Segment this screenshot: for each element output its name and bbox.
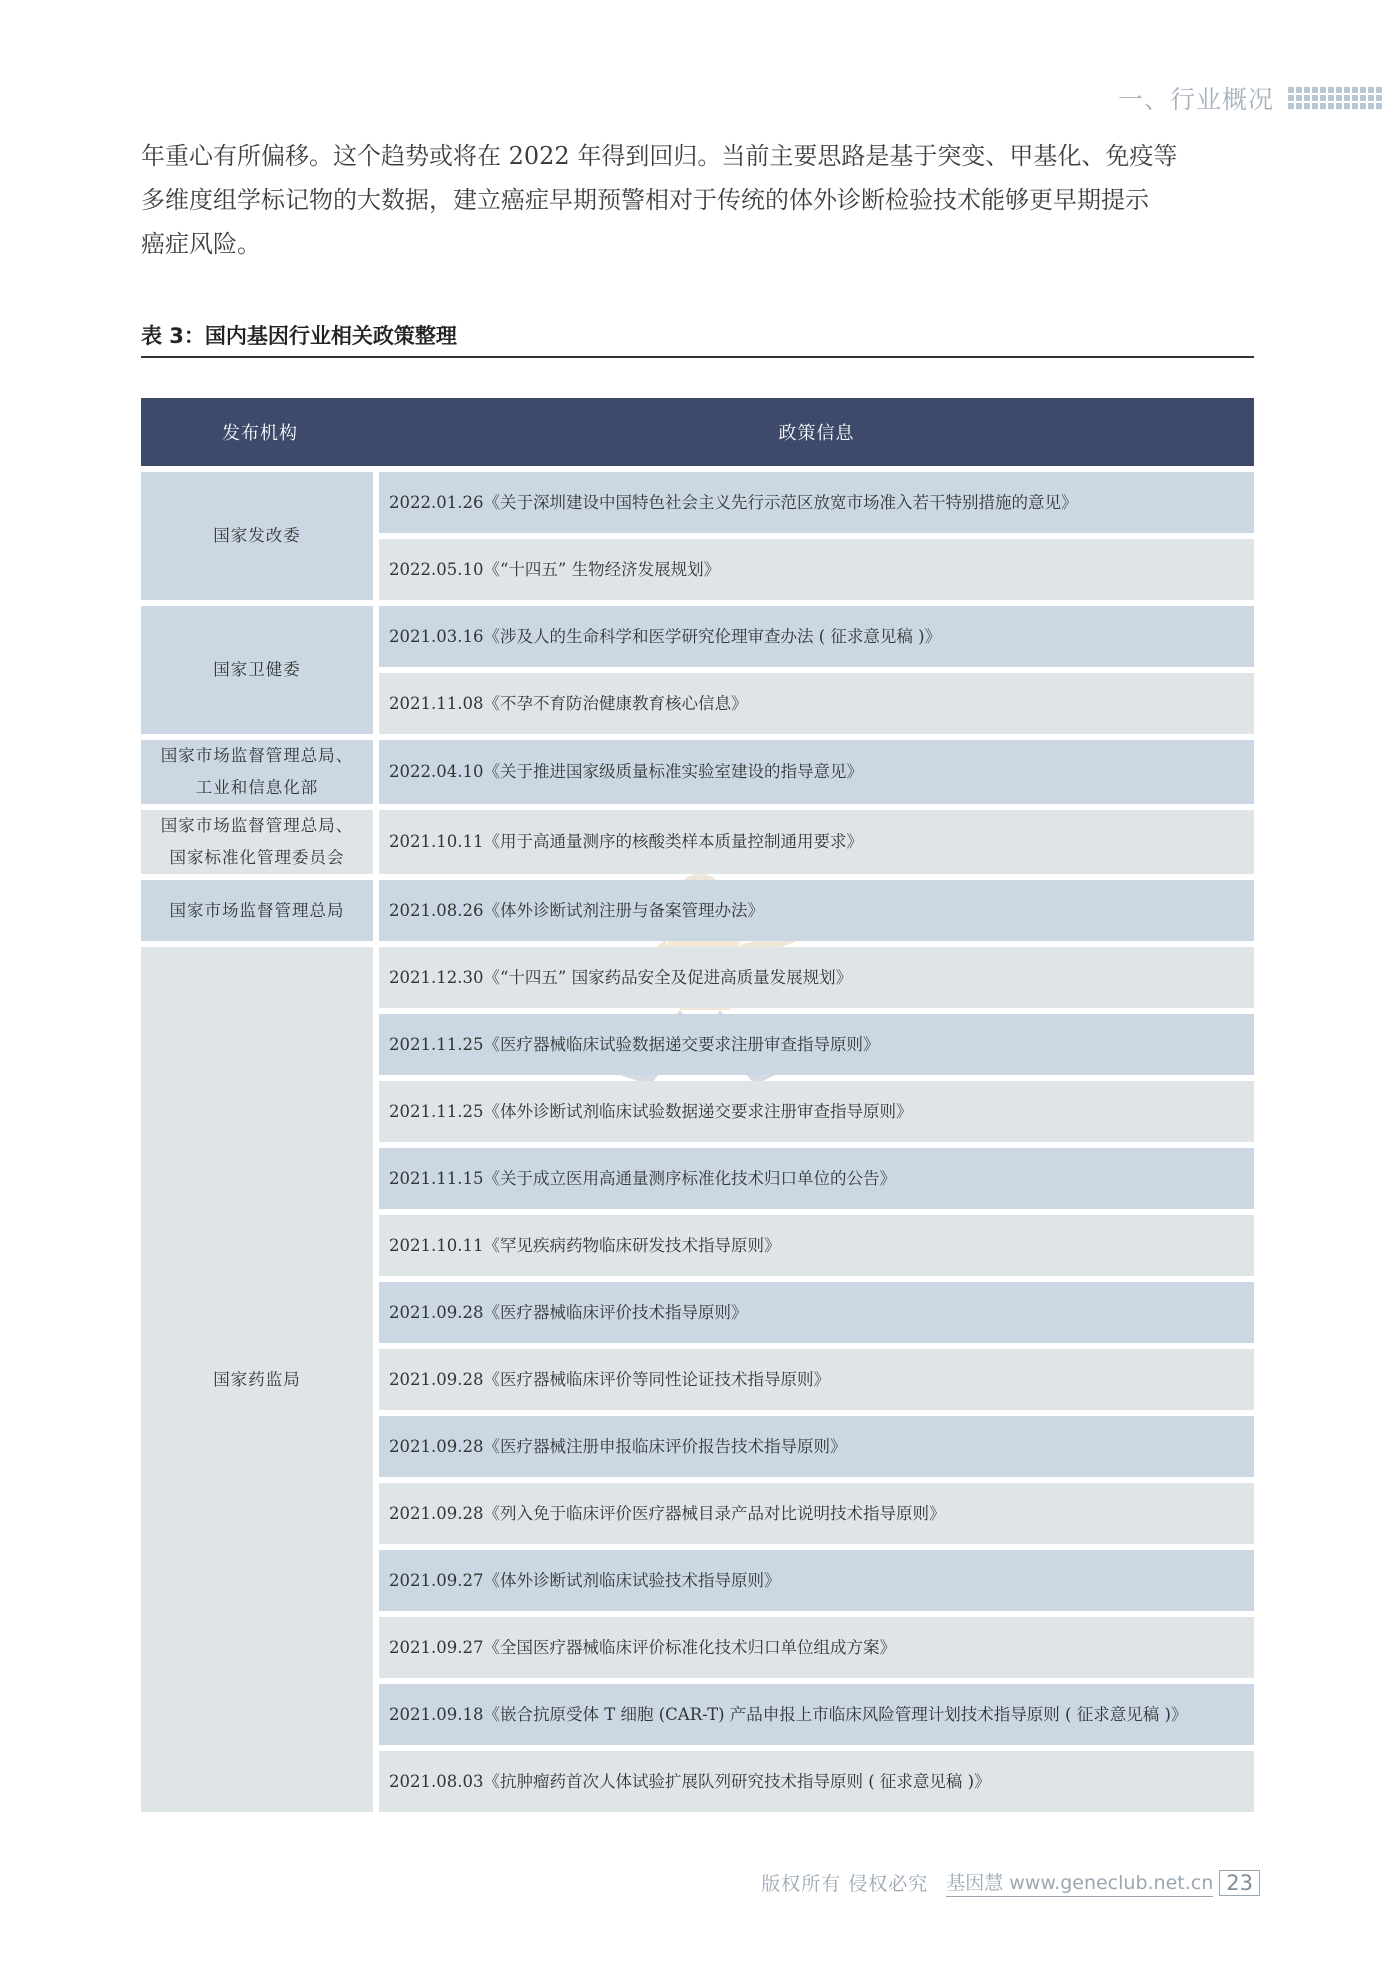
policy-cell: 2021.09.28《医疗器械临床评价技术指导原则》: [379, 1282, 1254, 1343]
org-cell: [141, 606, 379, 734]
intro-line: 年重心有所偏移。这个趋势或将在 2022 年得到回归。当前主要思路是基于突变、甲基化、免疫等: [141, 142, 1178, 170]
intro-line: 癌症风险。: [141, 230, 261, 258]
bar-pattern-icon: [1288, 87, 1382, 109]
policy-cell: 2021.10.11《罕见疾病药物临床研发技术指导原则》: [379, 1215, 1254, 1276]
section-title: 一、行业概况: [1117, 85, 1274, 114]
policy-cell: 2021.09.18《嵌合抗原受体 T 细胞 (CAR-T) 产品申报上市临床风险管理计划技术指导原则 ( 征求意见稿 )》: [379, 1684, 1254, 1745]
org-name: 国家标准化管理委员会: [169, 848, 345, 867]
policy-cell: 2021.09.28《医疗器械注册申报临床评价报告技术指导原则》: [379, 1416, 1254, 1477]
copyright-text: 版权所有 侵权必究: [761, 1873, 929, 1895]
policy-cell: 2021.12.30《“十四五” 国家药品安全及促进高质量发展规划》: [379, 947, 1254, 1008]
table-row: [141, 880, 1254, 941]
intro-paragraph: [141, 134, 1251, 266]
policy-cell: 2021.09.27《体外诊断试剂临床试验技术指导原则》: [379, 1550, 1254, 1611]
policy-cell: 2021.09.28《列入免于临床评价医疗器械目录产品对比说明技术指导原则》: [379, 1483, 1254, 1544]
page-footer: [761, 1868, 1260, 1897]
page-number: 23: [1219, 1870, 1260, 1896]
org-cell: [141, 880, 379, 941]
org-cell: [141, 947, 379, 1812]
policy-cell: 2021.08.03《抗肿瘤药首次人体试验扩展队列研究技术指导原则 ( 征求意见稿 )》: [379, 1751, 1254, 1812]
policy-cell: 2022.04.10《关于推进国家级质量标准实验室建设的指导意见》: [379, 740, 1254, 804]
org-name: 国家药监局: [213, 1369, 301, 1389]
policy-cell: 2021.11.15《关于成立医用高通量测序标准化技术归口单位的公告》: [379, 1148, 1254, 1209]
policy-cell: 2021.11.25《医疗器械临床试验数据递交要求注册审查指导原则》: [379, 1014, 1254, 1075]
table-row: [141, 606, 1254, 667]
org-cell: [141, 740, 379, 804]
policy-cell: 2021.09.27《全国医疗器械临床评价标准化技术归口单位组成方案》: [379, 1617, 1254, 1678]
policy-cell: 2021.10.11《用于高通量测序的核酸类样本质量控制通用要求》: [379, 810, 1254, 874]
table-header-row: [141, 398, 1254, 466]
policy-cell: 2021.08.26《体外诊断试剂注册与备案管理办法》: [379, 880, 1254, 941]
org-cell: [141, 810, 379, 874]
org-name: 国家发改委: [213, 526, 301, 545]
brand-link[interactable]: 基因慧 www.geneclub.net.cn: [946, 1868, 1213, 1897]
org-name: 工业和信息化部: [195, 778, 319, 797]
org-name: 国家市场监督管理总局、: [160, 816, 354, 835]
header-policy: 政策信息: [379, 398, 1254, 466]
table-row: [141, 740, 1254, 804]
org-name: 国家卫健委: [213, 660, 301, 679]
policy-cell: 2021.09.28《医疗器械临床评价等同性论证技术指导原则》: [379, 1349, 1254, 1410]
header-org: 发布机构: [141, 398, 379, 466]
policy-cell: 2022.01.26《关于深圳建设中国特色社会主义先行示范区放宽市场准入若干特别措施的意见》: [379, 472, 1254, 533]
org-name: 国家市场监督管理总局: [169, 900, 345, 920]
table-row: [141, 810, 1254, 874]
caption-divider: [141, 356, 1254, 358]
policy-cell: 2021.11.25《体外诊断试剂临床试验数据递交要求注册审查指导原则》: [379, 1081, 1254, 1142]
intro-line: 多维度组学标记物的大数据，建立癌症早期预警相对于传统的体外诊断检验技术能够更早期提示: [141, 186, 1149, 214]
policy-table: [141, 392, 1254, 1818]
policy-cell: 2022.05.10《“十四五” 生物经济发展规划》: [379, 539, 1254, 600]
table-caption: 表 3：国内基因行业相关政策整理: [141, 324, 457, 348]
section-header: [1118, 80, 1382, 116]
table-row: [141, 947, 1254, 1008]
policy-cell: 2021.11.08《不孕不育防治健康教育核心信息》: [379, 673, 1254, 734]
org-name: 国家市场监督管理总局、: [160, 746, 354, 765]
table-row: [141, 472, 1254, 533]
policy-cell: 2021.03.16《涉及人的生命科学和医学研究伦理审查办法 ( 征求意见稿 )》: [379, 606, 1254, 667]
org-cell: [141, 472, 379, 600]
